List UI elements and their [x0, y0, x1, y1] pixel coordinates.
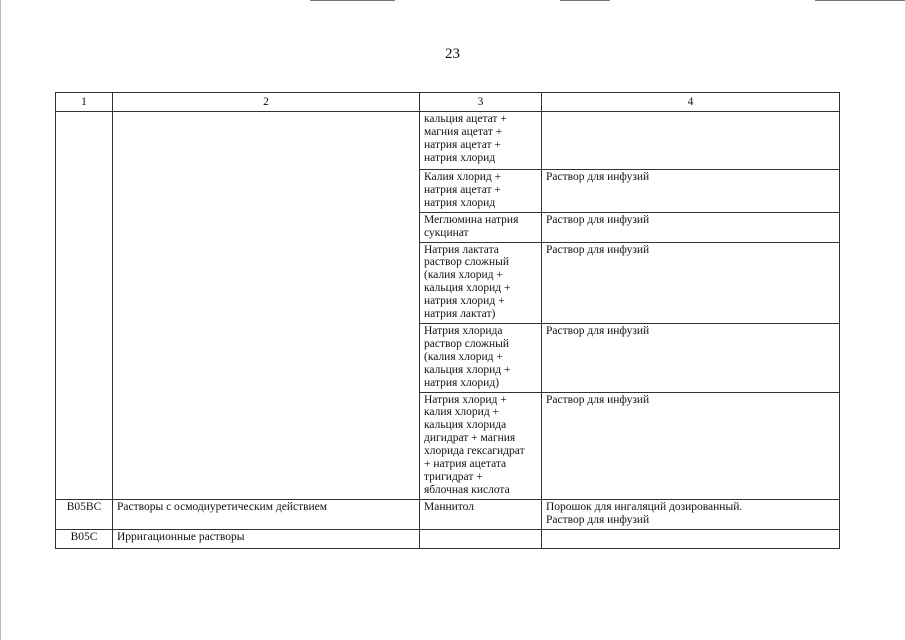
dosage-form-cell: [542, 529, 840, 548]
dosage-form-cell: Раствор для инфузий: [542, 323, 840, 392]
table-header-row: [56, 93, 840, 112]
table-row: [56, 499, 840, 529]
substance-cell: Калия хлорид + натрия ацетат + натрия хлорид: [420, 170, 542, 213]
substance-cell: Меглюмина натрия сукцинат: [420, 212, 542, 242]
scan-line: [815, 0, 905, 1]
substance-cell: [420, 529, 542, 548]
dosage-form-cell: Раствор для инфузий: [542, 392, 840, 499]
atc-code-cell: [56, 112, 113, 500]
dosage-form-cell: [542, 112, 840, 170]
substance-cell: Натрия лактата раствор сложный (калия хлорид + кальция хлорид + натрия хлорид + натрия лактат): [420, 242, 542, 323]
page-number: 23: [445, 46, 460, 62]
table-row: [56, 529, 840, 548]
substance-cell: кальция ацетат + магния ацетат + натрия ацетат + натрия хлорид: [420, 112, 542, 170]
header-cell-4: 4: [542, 93, 840, 112]
scan-line: [560, 0, 610, 1]
header-cell-2: 2: [113, 93, 420, 112]
group-cell: Растворы с осмодиуретическим действием: [113, 499, 420, 529]
scan-line: [310, 0, 395, 1]
dosage-form-cell: Раствор для инфузий: [542, 170, 840, 213]
table-row: [56, 112, 840, 170]
header-cell-3: 3: [420, 93, 542, 112]
group-cell: [113, 112, 420, 500]
header-cell-1: 1: [56, 93, 113, 112]
substance-cell: Маннитол: [420, 499, 542, 529]
page-edge: [0, 0, 1, 640]
atc-code-cell: B05BC: [56, 499, 113, 529]
drug-list-table: [55, 92, 840, 549]
dosage-form-cell: Раствор для инфузий: [542, 212, 840, 242]
substance-cell: Натрия хлорид + калия хлорид + кальция хлорида дигидрат + магния хлорида гексагидрат + натрия ацетата тригидрат + яблочная кислота: [420, 392, 542, 499]
dosage-form-cell: Раствор для инфузий: [542, 242, 840, 323]
substance-cell: Натрия хлорида раствор сложный (калия хлорид + кальция хлорид + натрия хлорид): [420, 323, 542, 392]
group-cell: Ирригационные растворы: [113, 529, 420, 548]
dosage-form-cell: Порошок для ингаляций дозированный. Раствор для инфузий: [542, 499, 840, 529]
atc-code-cell: B05C: [56, 529, 113, 548]
